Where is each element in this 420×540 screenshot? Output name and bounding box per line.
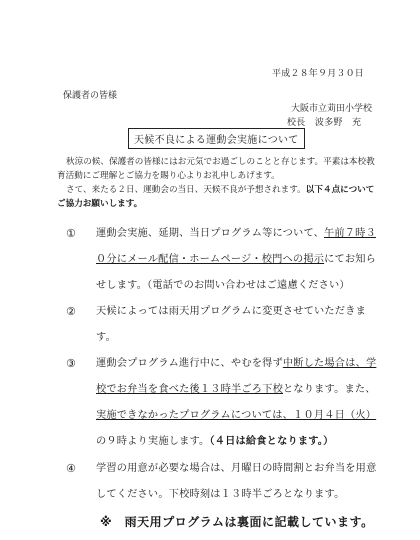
item-3-text-underlined-2: 実施できなかったプログラムについては、１０月４日（火） <box>96 410 377 421</box>
intro-paragraph-1: 秋涼の候、保護者の皆様にはお元気でお過ごしのことと存じます。平素は本校教育活動にご理解とご協力を賜り心よりお礼申しあげます。 <box>57 157 375 181</box>
item-1-text-a: 運動会実施、延期、当日プログラム等について、 <box>96 228 325 239</box>
school-name: 大阪市立苅田小学校 <box>291 104 373 114</box>
item-4-text: 学習の用意が必要な場合は、月曜日の時間割とお弁当を用意してください。下校時刻は１３時半ごろとなります。 <box>96 463 377 500</box>
item-3-body <box>96 351 381 455</box>
item-3-lunch-note: （４日は給食となります。） <box>209 436 334 447</box>
item-1-body <box>96 221 381 299</box>
issue-date: 平成２８年９月３０日 <box>272 69 365 79</box>
item-1-number: ① <box>66 227 76 240</box>
item-3-number: ③ <box>66 357 76 370</box>
footer-note: ※ 雨天用プログラムは裏面に記載しています。 <box>100 515 374 529</box>
item-3-text-underlined-1: 中断した場合は、学校でお弁当を食べた後１３時半ごろ下校 <box>96 358 377 395</box>
document-title: 天候不良による運動会実施について <box>128 128 305 149</box>
intro-paragraph-2-text: さて、来たる２日、運動会の当日、天候不良が予想されます。 <box>66 185 306 195</box>
intro-paragraph-2 <box>57 183 375 211</box>
item-4-number: ④ <box>66 462 76 475</box>
intro-request-emphasis: 以下４点についてご協力お願いします。 <box>57 185 375 209</box>
principal-name: 校長 波多野 充 <box>287 118 362 128</box>
item-3-text-a: 運動会プログラム進行中に、やむを得ず <box>96 358 283 369</box>
item-3-text-b: となります。また、 <box>282 384 376 395</box>
item-4-body <box>96 456 381 508</box>
item-3-text-c: の９時より実施します。 <box>96 436 210 447</box>
item-2-body <box>96 299 381 351</box>
intro-section <box>57 155 375 211</box>
item-2-text: 天候によっては雨天用プログラムに変更させていただきます。 <box>96 306 366 343</box>
item-2-number: ② <box>66 305 76 318</box>
item-1-text-underlined: 午前７時３０分にメール配信・ホームページ・校門への掲示 <box>96 228 376 265</box>
recipient-line: 保護者の皆様 <box>63 91 118 101</box>
item-1-text-b: にてお知らせします。（電話でのお問い合わせはご遠慮ください） <box>96 254 377 291</box>
